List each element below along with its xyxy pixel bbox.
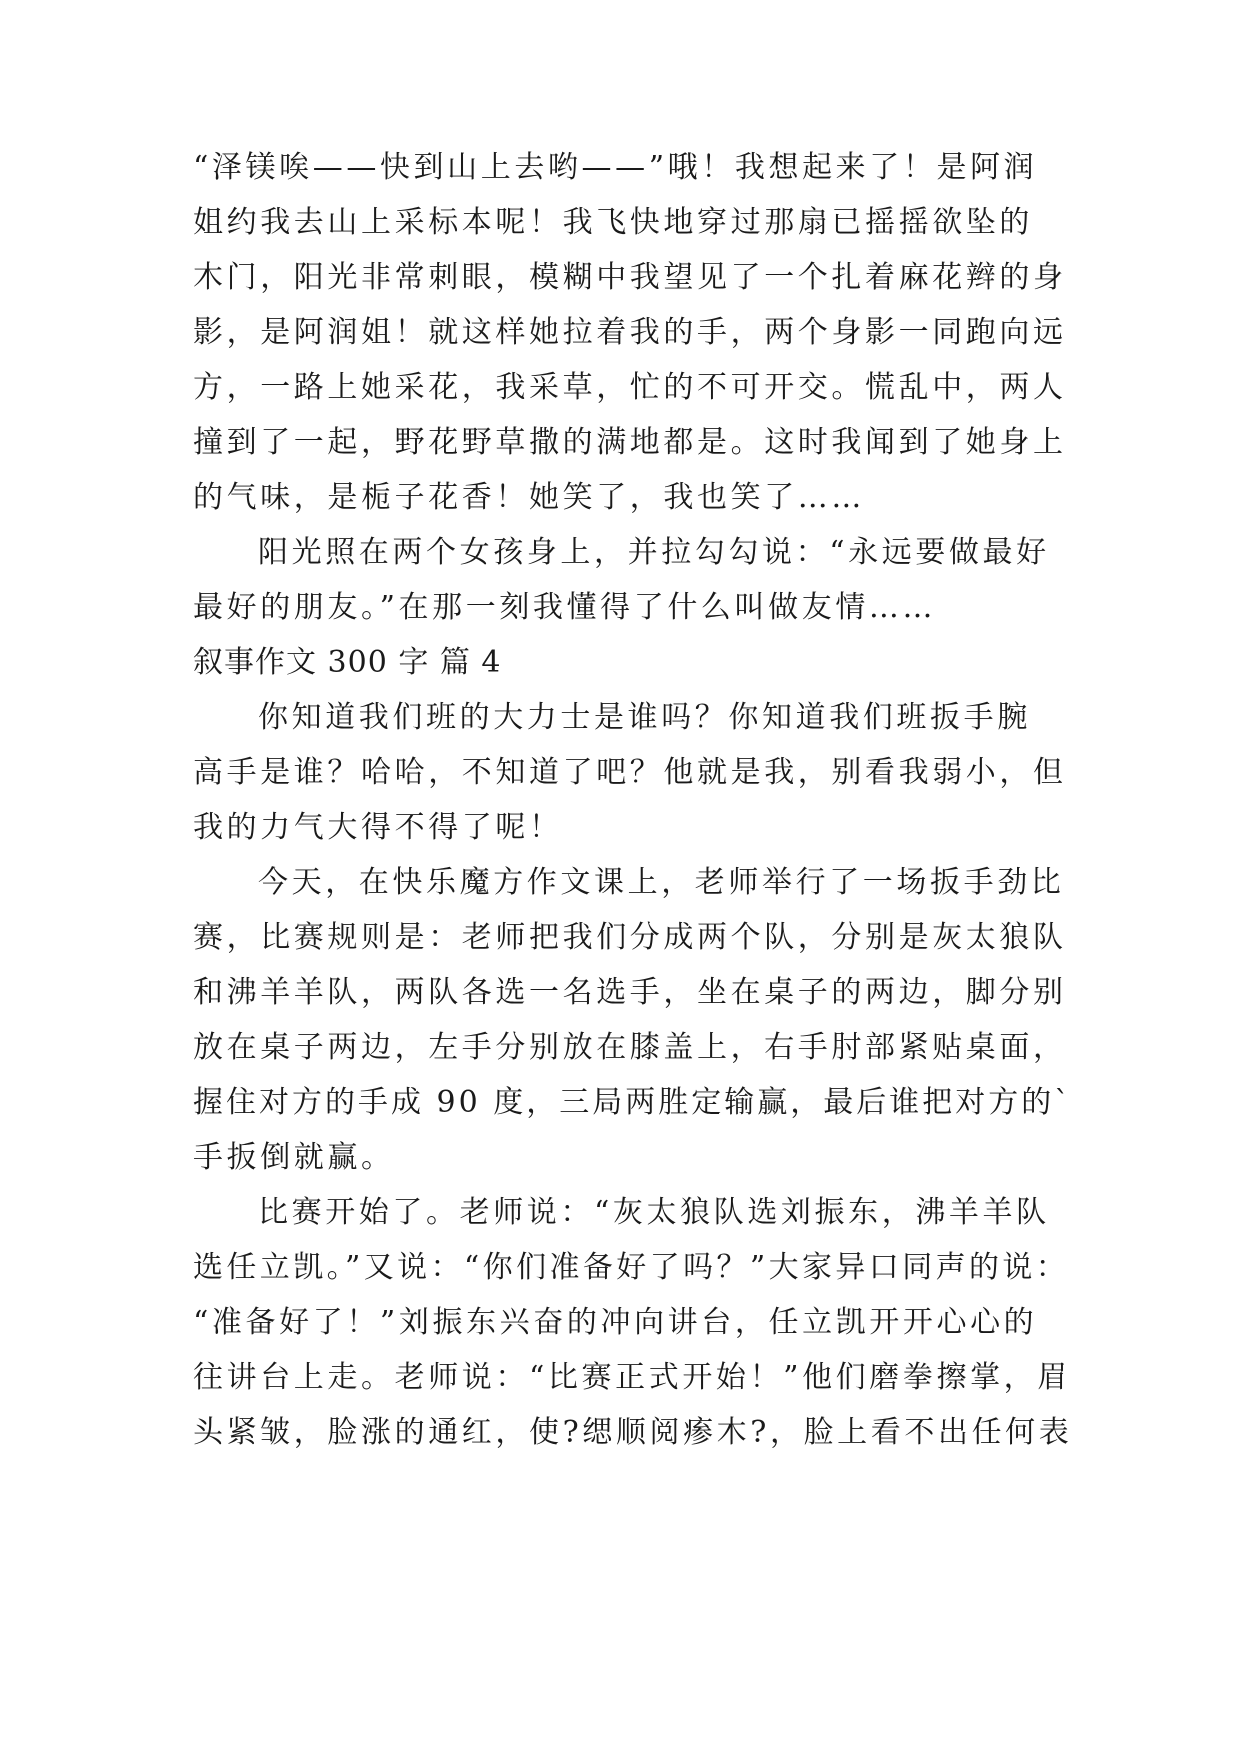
text-line: 高手是谁？哈哈，不知道了吧？他就是我，别看我弱小，但 [193,755,1067,790]
text-line: 选任立凯。”又说：“你们准备好了吗？”大家异口同声的说： [193,1250,1070,1285]
text-line: 的气味，是栀子花香！她笑了，我也笑了…… [193,480,865,515]
text-line: 姐约我去山上采标本呢！我飞快地穿过那扇已摇摇欲坠的 [193,205,1033,240]
paragraph-first-line: 阳光照在两个女孩身上，并拉勾勾说：“永远要做最好 [258,535,1050,570]
text-line: 方，一路上她采花，我采草，忙的不可开交。慌乱中，两人 [193,370,1067,405]
text-line: 头紧皱，脸涨的通红，使?缌顺阅瘆木?，脸上看不出任何表 [193,1415,1073,1450]
text-line: 握住对方的手成 90 度，三局两胜定输赢，最后谁把对方的` [193,1085,1073,1120]
section-heading: 叙事作文 300 字 篇 4 [193,645,502,680]
text-line: 往讲台上走。老师说：“比赛正式开始！”他们磨拳擦掌，眉 [193,1360,1071,1395]
text-line: 手扳倒就赢。 [193,1140,395,1175]
text-line: “准备好了！”刘振东兴奋的冲向讲台，任立凯开开心心的 [193,1305,1038,1340]
text-line: 撞到了一起，野花野草撒的满地都是。这时我闻到了她身上 [193,425,1067,460]
text-line: 木门，阳光非常刺眼，模糊中我望见了一个扎着麻花辫的身 [193,260,1067,295]
text-line: “泽镁唉——快到山上去哟——”哦！我想起来了！是阿润 [193,150,1038,185]
paragraph-first-line: 你知道我们班的大力士是谁吗？你知道我们班扳手腕 [258,700,1031,735]
text-line: 放在桌子两边，左手分别放在膝盖上，右手肘部紧贴桌面， [193,1030,1067,1065]
text-line: 我的力气大得不得了呢！ [193,810,563,845]
text-line: 和沸羊羊队，两队各选一名选手，坐在桌子的两边，脚分别 [193,975,1067,1010]
text-line: 影，是阿润姐！就这样她拉着我的手，两个身影一同跑向远 [193,315,1067,350]
text-line: 最好的朋友。”在那一刻我懂得了什么叫做友情…… [193,590,937,625]
paragraph-first-line: 今天，在快乐魔方作文课上，老师举行了一场扳手劲比 [258,865,1065,900]
paragraph-first-line: 比赛开始了。老师说：“灰太狼队选刘振东，沸羊羊队 [258,1195,1050,1230]
text-line: 赛，比赛规则是：老师把我们分成两个队，分别是灰太狼队 [193,920,1067,955]
